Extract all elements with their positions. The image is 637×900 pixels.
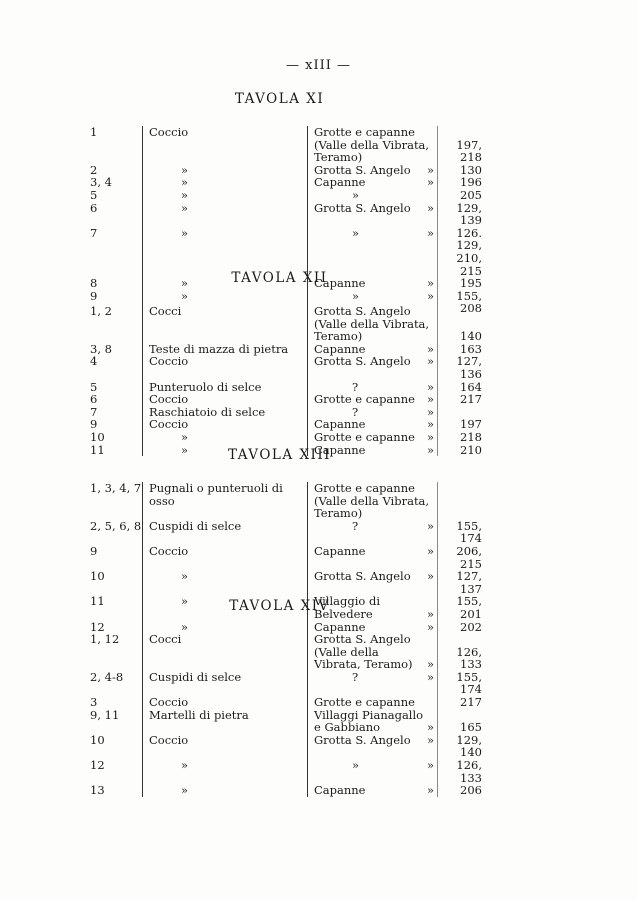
section-title: TAVOLA XIV (229, 598, 330, 614)
find-location: Capanne (314, 783, 366, 798)
page-references: 206, 215 (438, 545, 486, 570)
page-references: 163 (438, 343, 486, 356)
object-description: Cocci (143, 305, 308, 343)
page-references: 195 (438, 277, 486, 290)
plate-figure-numbers: 3, 4 (90, 175, 112, 190)
find-location: Grotte e capanne (Valle della Vibrata, Teramo) (314, 481, 430, 521)
ditto-mark: » (426, 669, 434, 684)
object-description: » (143, 189, 308, 202)
page-references: 196 (438, 176, 486, 189)
tavola-xiv-section (90, 598, 485, 797)
ditto-mark: » (426, 404, 434, 419)
plate-figure-numbers: 12 (90, 619, 105, 634)
plate-figure-numbers: 1, 2 (90, 304, 112, 318)
find-location: Grotta S. Angelo (314, 354, 411, 369)
find-location-cell (308, 482, 438, 520)
find-location: » (352, 187, 360, 202)
page-references: 164 (438, 381, 486, 394)
find-location: Grotte e capanne (Valle della Vibrata, Teramo) (314, 125, 430, 165)
find-location: Villaggio di Belvedere (314, 594, 381, 621)
find-location: ? (352, 379, 359, 394)
plate-figure-numbers: 9 (90, 288, 98, 303)
find-location: ? (352, 404, 359, 419)
find-location-cell (308, 570, 438, 595)
table-row (90, 696, 485, 709)
page-references: 206 (438, 784, 486, 797)
find-location-cell (308, 305, 438, 343)
object-description: Coccio (143, 393, 308, 406)
object-description: » (143, 759, 308, 784)
table-row (90, 671, 485, 696)
page-references: 202 (438, 621, 486, 634)
plate-figure-numbers: 10 (90, 732, 105, 747)
page-references: 165 (438, 709, 486, 734)
ditto-mark: » (426, 657, 434, 672)
table-row (90, 633, 485, 671)
find-location-cell (308, 355, 438, 380)
table-row (90, 202, 485, 227)
find-location-cell (308, 431, 438, 444)
page-references: 210 (438, 444, 486, 457)
page-references: 217 (438, 696, 486, 709)
page-references: 155, 174 (438, 671, 486, 696)
table-row (90, 126, 485, 164)
plate-figure-numbers: 3 (90, 694, 98, 709)
object-description: Martelli di pietra (143, 709, 308, 734)
plate-figure-numbers: 10 (90, 429, 105, 444)
object-description: Coccio (143, 734, 308, 759)
page-references: 197, 218 (438, 126, 486, 164)
page-references: 126, 133 (438, 759, 486, 784)
table-row (90, 305, 485, 343)
ditto-mark: » (426, 569, 434, 584)
ditto-mark: » (426, 518, 434, 533)
page-references: 217 (438, 393, 486, 406)
ditto-mark: » (426, 783, 434, 798)
find-location: Grotta S. Angelo (Valle della Vibrata, Teramo) (314, 632, 413, 672)
plate-figure-numbers: 10 (90, 569, 105, 584)
page-references: 155, 208 (438, 290, 486, 315)
plate-figure-numbers: 11 (90, 594, 105, 609)
find-location-cell (308, 520, 438, 545)
page-references: 126, 133 (438, 633, 486, 671)
plate-figure-numbers: 6 (90, 200, 98, 215)
object-description: » (143, 570, 308, 595)
plate-figure-numbers: 1, 12 (90, 632, 120, 646)
section-title: TAVOLA XIII (227, 447, 332, 463)
ditto-mark: » (426, 200, 434, 215)
object-description: Pugnali o punteruoli di osso (143, 482, 308, 520)
ditto-mark: » (426, 288, 434, 303)
plate-figure-numbers: 11 (90, 442, 105, 457)
section-title: TAVOLA XI (234, 91, 325, 107)
plate-figure-numbers: 1 (90, 125, 98, 139)
page-references: 126. 129, 210, 215 (438, 227, 486, 277)
object-description: Coccio (143, 355, 308, 380)
object-description: » (143, 164, 308, 177)
table-row (90, 176, 485, 189)
plate-figure-numbers: 13 (90, 783, 105, 798)
find-location: Grotta S. Angelo (314, 732, 411, 747)
find-location-cell (308, 784, 438, 797)
find-location: Grotte e capanne (314, 392, 415, 407)
find-location: Capanne (314, 175, 366, 190)
ditto-mark: » (426, 379, 434, 394)
table-row (90, 734, 485, 759)
find-location: Capanne (314, 442, 366, 457)
find-location: Capanne (314, 543, 366, 558)
object-description: » (143, 277, 308, 290)
find-location-cell (308, 176, 438, 189)
table-row (90, 784, 485, 797)
page-references: 127, 136 (438, 355, 486, 380)
find-location: ? (352, 669, 359, 684)
plate-figure-numbers: 4 (90, 354, 98, 369)
ditto-mark: » (426, 341, 434, 356)
object-description: Cocci (143, 633, 308, 671)
page-references: 218 (438, 431, 486, 444)
find-location: » (352, 225, 360, 240)
object-description: » (143, 431, 308, 444)
plate-figure-numbers: 9 (90, 543, 98, 558)
find-location: Grotta S. Angelo (Valle della Vibrata, Teramo) (314, 304, 430, 344)
find-location-cell (308, 189, 438, 202)
table-row (90, 482, 485, 520)
plate-figure-numbers: 9, 11 (90, 707, 120, 722)
plate-figure-numbers: 8 (90, 276, 98, 291)
page-references (438, 482, 486, 520)
object-description: Cuspidi di selce (143, 671, 308, 696)
find-location: Capanne (314, 619, 366, 634)
plate-figure-numbers: 2, 4-8 (90, 669, 124, 684)
section-title: TAVOLA XII (231, 270, 328, 286)
object-description: Raschiatoio di selce (143, 406, 308, 419)
ditto-mark: » (426, 720, 434, 735)
ditto-mark: » (426, 442, 434, 457)
page-references: 155, 201 (438, 595, 486, 620)
page-references: 129, 139 (438, 202, 486, 227)
ditto-mark: » (426, 417, 434, 432)
find-location: ? (352, 518, 359, 533)
plate-index-table (90, 633, 485, 797)
plate-figure-numbers: 6 (90, 392, 98, 407)
object-description: » (143, 176, 308, 189)
table-row (90, 570, 485, 595)
page-number: — xIII — (285, 58, 351, 73)
ditto-mark: » (426, 619, 434, 634)
find-location-cell (308, 734, 438, 759)
plate-figure-numbers: 7 (90, 225, 98, 240)
object-description: Coccio (143, 126, 308, 164)
ditto-mark: » (426, 392, 434, 407)
plate-figure-numbers: 3, 8 (90, 341, 112, 356)
object-description: » (143, 621, 308, 634)
page-references: 197 (438, 418, 486, 431)
object-description: Coccio (143, 545, 308, 570)
page-references: 129, 140 (438, 734, 486, 759)
object-description: Cuspidi di selce (143, 520, 308, 545)
object-description: » (143, 290, 308, 315)
ditto-mark: » (426, 543, 434, 558)
plate-figure-numbers: 9 (90, 417, 98, 432)
find-location-cell (308, 633, 438, 671)
object-description: Coccio (143, 418, 308, 431)
table-row (90, 545, 485, 570)
find-location-cell (308, 696, 438, 709)
page-references: 140 (438, 305, 486, 343)
find-location: » (352, 757, 360, 772)
ditto-mark: » (426, 175, 434, 190)
ditto-mark: » (426, 757, 434, 772)
ditto-mark: » (426, 429, 434, 444)
plate-figure-numbers: 12 (90, 757, 105, 772)
object-description: Teste di mazza di pietra (143, 343, 308, 356)
find-location-cell (308, 671, 438, 696)
plate-figure-numbers: 1, 3, 4, 7 (90, 481, 142, 495)
ditto-mark: » (426, 225, 434, 240)
find-location: Capanne (314, 276, 366, 291)
object-description: Coccio (143, 696, 308, 709)
table-row (90, 709, 485, 734)
find-location: Grotta S. Angelo (314, 200, 411, 215)
table-row (90, 520, 485, 545)
find-location-cell (308, 202, 438, 227)
find-location: Grotta S. Angelo (314, 162, 411, 177)
plate-figure-numbers: 5 (90, 379, 98, 394)
plate-figure-numbers: 2, 5, 6, 8 (90, 518, 142, 533)
ditto-mark: » (426, 276, 434, 291)
tavola-xii-section (90, 270, 485, 456)
table-row (90, 393, 485, 406)
find-location: Grotte e capanne (314, 429, 415, 444)
ditto-mark: » (426, 354, 434, 369)
plate-index-table (90, 305, 485, 456)
object-description: Punteruolo di selce (143, 381, 308, 394)
page-references: 130 (438, 164, 486, 177)
table-row (90, 431, 485, 444)
find-location-cell (308, 545, 438, 570)
plate-figure-numbers: 7 (90, 404, 98, 419)
find-location: » (352, 288, 360, 303)
plate-figure-numbers: 2 (90, 162, 98, 177)
plate-figure-numbers: 5 (90, 187, 98, 202)
ditto-mark: » (426, 732, 434, 747)
find-location: Capanne (314, 341, 366, 356)
object-description: » (143, 444, 308, 457)
ditto-mark: » (426, 606, 434, 621)
table-row (90, 418, 485, 431)
find-location-cell (308, 709, 438, 734)
find-location: Grotte e capanne (314, 694, 415, 709)
find-location: Villaggi Pianagallo e Gabbiano (314, 707, 424, 735)
ditto-mark: » (426, 162, 434, 177)
page-references: 127, 137 (438, 570, 486, 595)
find-location-cell (308, 759, 438, 784)
table-row (90, 759, 485, 784)
page-references: 205 (438, 189, 486, 202)
page-references: 155, 174 (438, 520, 486, 545)
find-location-cell (308, 393, 438, 406)
find-location: Grotta S. Angelo (314, 569, 411, 584)
table-row (90, 355, 485, 380)
object-description: » (143, 595, 308, 620)
table-row (90, 164, 485, 177)
table-row (90, 189, 485, 202)
object-description: » (143, 227, 308, 277)
find-location: Capanne (314, 417, 366, 432)
object-description: » (143, 202, 308, 227)
find-location-cell (308, 126, 438, 164)
object-description: » (143, 784, 308, 797)
